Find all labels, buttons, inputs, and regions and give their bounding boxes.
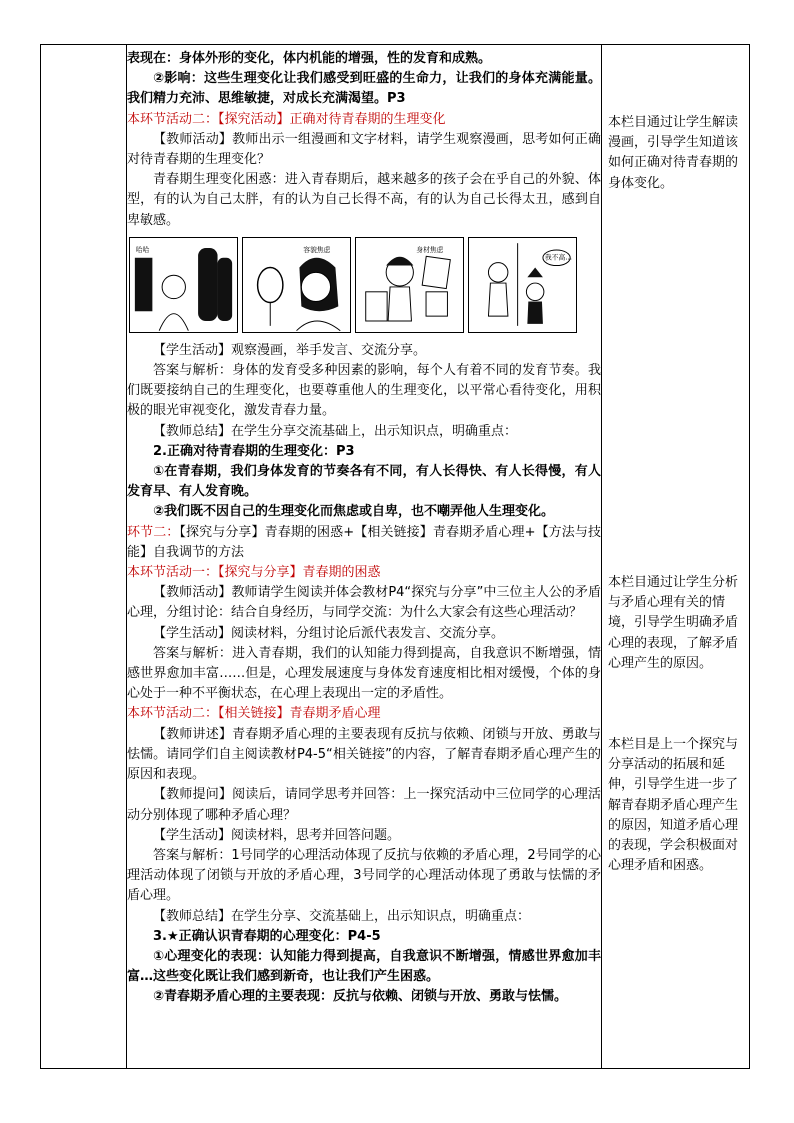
text-run: 【探究与分享】青春期的困惑+【相关链接】青春期矛盾心理+【方法与技能】自我调节的方法	[127, 524, 601, 560]
comic-caption: 容貌焦虑	[303, 245, 331, 254]
paragraph: 青春期生理变化困惑：进入青春期后，越来越多的孩子会在乎自己的外貌、体型，有的认为自己太胖，有的认为自己长得不高，有的认为自己长得太丑，感到自卑敏感。	[127, 172, 601, 228]
comic-illustration	[469, 238, 576, 332]
paragraph	[127, 704, 601, 724]
comic-caption: 哈哈	[135, 245, 150, 254]
paragraph-group-top	[127, 49, 601, 231]
paragraph-group-bottom	[127, 341, 601, 1008]
paragraph	[127, 563, 601, 583]
design-note-1: 本栏目通过让学生解读漫画，引导学生知道该如何正确对待青春期的身体变化。	[608, 115, 739, 191]
comic-strip	[127, 237, 601, 335]
text-run: 正确对待青春期的生理变化	[289, 111, 446, 127]
paragraph: 答案与解析：身体的发育受多种因素的影响，每个人有着不同的发育节奏。我们既要接纳自己的生理变化，也要尊重他人的生理变化，以平常心看待变化，用积极的眼光审视变化，激发青春力量。	[127, 363, 601, 419]
paragraph: ①心理变化的表现：认知能力得到提高，自我意识不断增强，情感世界愈加丰富…这些变化既让我们感到新奇，也让我们产生困惑。	[127, 948, 601, 985]
comic-panel	[355, 237, 464, 333]
paragraph: 【学生活动】阅读材料，思考并回答问题。	[153, 827, 401, 843]
text-run: 环节二：	[127, 524, 180, 540]
paragraph: 【教师活动】教师出示一组漫画和文字材料，请学生观察漫画，思考如何正确对待青春期的生理变化？	[127, 131, 601, 168]
paragraph: 答案与解析：进入青春期，我们的认知能力得到提高，自我意识不断增强，情感世界愈加丰富……但是，心理发展速度与身体发育速度相比相对缓慢，个体的身心处于一种不平衡状态，在心理上表现出一定的矛盾性。	[127, 645, 601, 702]
design-note-2: 本栏目通过让学生分析与矛盾心理有关的情境，引导学生明确矛盾心理的表现，了解矛盾心理产生的原因。	[608, 575, 739, 671]
paragraph: 答案与解析：1号同学的心理活动体现了反抗与依赖的矛盾心理，2号同学的心理活动体现了闭锁与开放的矛盾心理，3号同学的心理活动体现了勇敢与怯懦的矛盾心理。	[127, 847, 601, 904]
lesson-plan-table	[40, 44, 750, 1069]
paragraph	[127, 523, 601, 563]
paragraph: 2.正确对待青春期的生理变化：P3	[153, 443, 355, 459]
paragraph: 表现在：身体外形的变化，体内机能的增强，性的发育和成熟。	[127, 51, 492, 66]
comic-caption: 我不高…	[544, 253, 573, 262]
text-run: 【相关链接】	[218, 706, 290, 722]
design-note-3: 本栏目是上一个探究与分享活动的拓展和延伸，引导学生进一步了解青春期矛盾心理产生的原因，知道矛盾心理的表现，学会积极面对心理矛盾和困惑。	[608, 737, 739, 874]
main-content-column	[127, 49, 601, 1008]
paragraph: 【学生活动】阅读材料，分组讨论后派代表发言、交流分享。	[153, 625, 505, 641]
column-divider-right	[601, 45, 602, 1068]
comic-panel	[242, 237, 351, 333]
paragraph: 3.★正确认识青春期的心理变化：P4-5	[153, 928, 381, 944]
paragraph: ②影响：这些生理变化让我们感受到旺盛的生命力，让我们的身体充满能量。我们精力充沛、思维敏捷，对成长充满渴望。P3	[127, 71, 601, 107]
text-run: 本环节活动二：	[127, 111, 219, 127]
paragraph: 【教师提问】阅读后，请同学思考并回答：上一探究活动中三位同学的心理活动分别体现了哪种矛盾心理？	[127, 787, 601, 823]
text-run: 青春期的困惑	[302, 565, 381, 581]
paragraph: 【教师活动】教师请学生阅读并体会教材P4“探究与分享”中三位主人公的矛盾心理，分组讨论：结合自身经历，与同学交流：为什么大家会有这些心理活动？	[127, 585, 601, 621]
comic-illustration	[130, 238, 237, 332]
comic-panel	[468, 237, 577, 333]
paragraph: 【教师讲述】青春期矛盾心理的主要表现有反抗与依赖、闭锁与开放、勇敢与怯懦。请同学们自主阅读教材P4-5“相关链接”的内容，了解青春期矛盾心理产生的原因和表现。	[127, 726, 601, 783]
comic-illustration	[243, 238, 350, 332]
paragraph: 【教师总结】在学生分享交流基础上，出示知识点，明确重点：	[153, 423, 518, 439]
comic-caption: 身材焦虑	[416, 245, 444, 254]
paragraph: 【教师总结】在学生分享、交流基础上，出示知识点，明确重点：	[153, 908, 531, 924]
text-run: 【探究活动】	[218, 111, 290, 127]
paragraph: ①在青春期，我们身体发育的节奏各有不同，有人长得快、有人长得慢，有人发育早、有人发育晚。	[127, 464, 601, 500]
text-run: 青春期矛盾心理	[289, 706, 381, 722]
paragraph	[127, 110, 601, 130]
comic-panel	[129, 237, 238, 333]
comic-illustration	[356, 238, 463, 332]
text-run: 本环节活动二：	[127, 706, 219, 722]
paragraph: ②我们既不因自己的生理变化而焦虑或自卑，也不嘲弄他人生理变化。	[153, 504, 555, 520]
paragraph: ②青春期矛盾心理的主要表现：反抗与依赖、闭锁与开放、勇敢与怯懦。	[153, 989, 568, 1005]
paragraph: 【学生活动】观察漫画，举手发言、交流分享。	[153, 342, 427, 358]
text-run: 【探究与分享】	[218, 565, 303, 581]
text-run: 本环节活动一：	[127, 565, 219, 581]
